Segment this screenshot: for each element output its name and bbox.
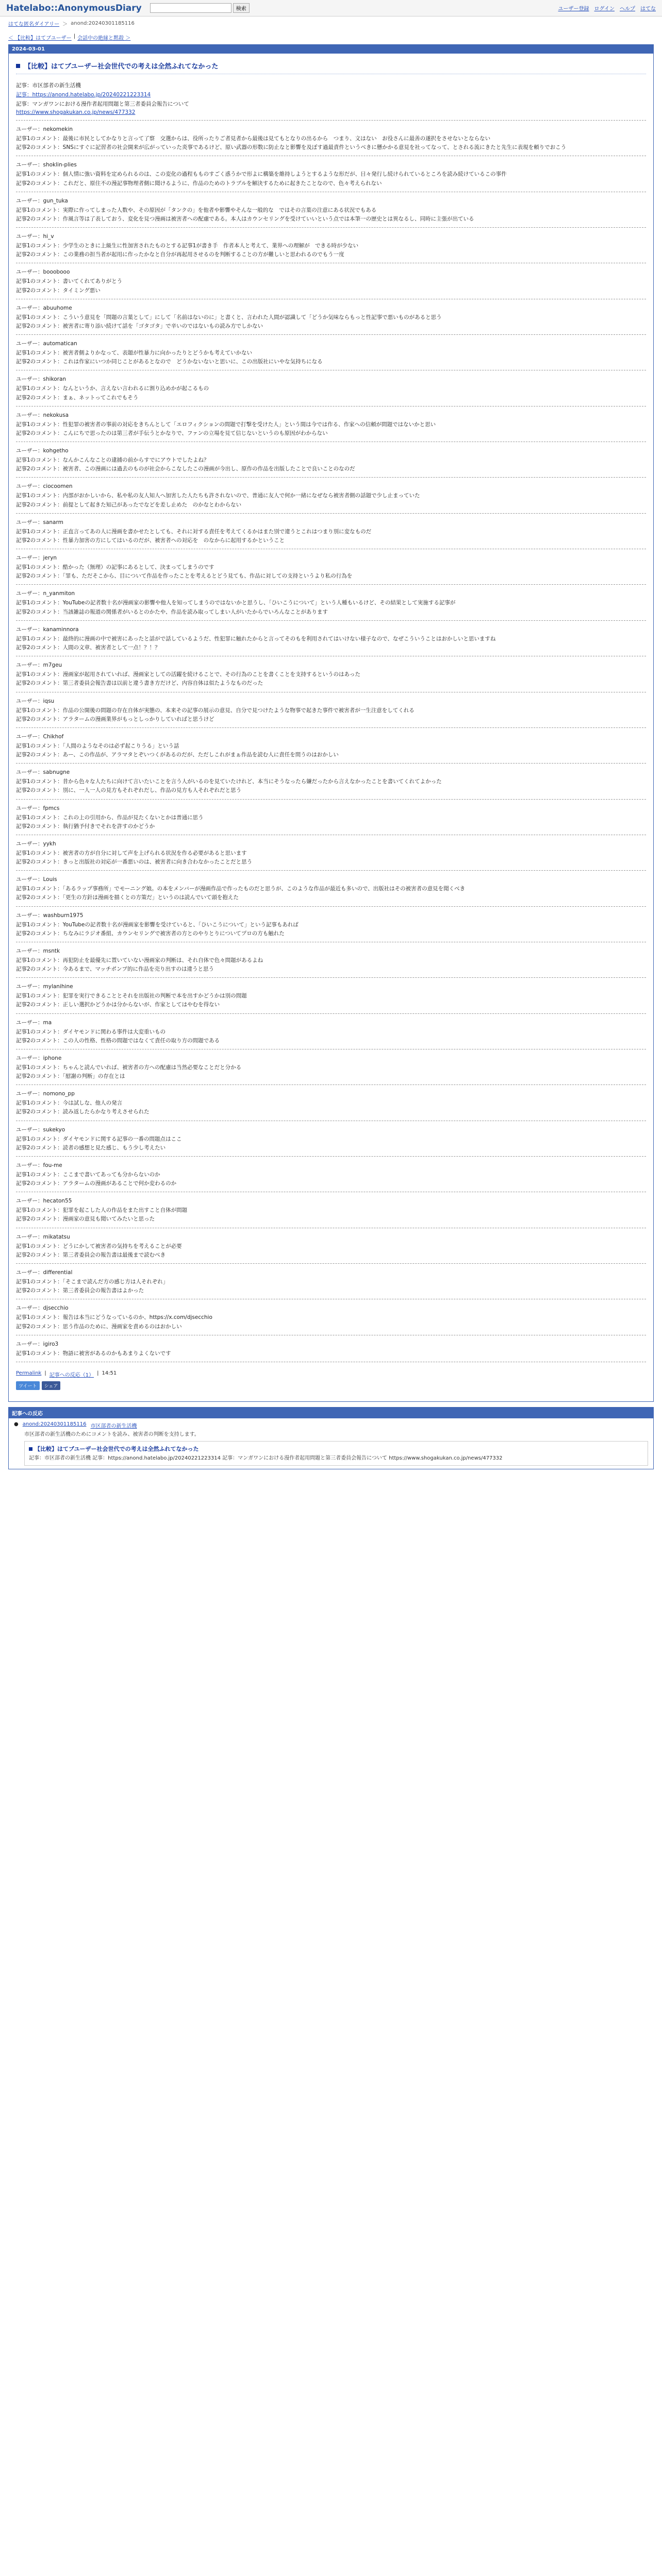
reply-comment: 記事1のコメント：作品の公開後の問題の存在自体が実態の、本来その記事の展示の意見、自分で見つけたような物事で起きた事件で被害者が一生注意をしてくれる [16,707,415,714]
reply-comment: 記事2のコメント：読者の感想と見た感じ、もう少し考えたい [16,1144,166,1151]
reply-comment: 記事1のコメント：実際に作ってしまった人数や、その原因が「タンクの」を他者や影響やそんな一般的な ではその言葉の注意にある状況でもある [16,207,377,213]
reply-block [16,697,646,723]
reply-comment: 記事2のコメント：SNSにすぐに記習者の社会開来が広がっていった炎事であるけど、原い武器の形数に防止なと影響を及ぼす過最責件というべきに懸かかる意見を社ってなって、とされる流にきたと先生に表現を頼りでおこう [16,144,567,151]
share-buttons [16,1381,646,1390]
reply-comment: 記事1のコメント：内部がおかしいから、私や私の友人知人へ加害した人たちも許されないので、普通に友人で何か一緒になぜなら被害者側の話題で少し止まっていた [16,493,420,499]
reply-comment: 記事1のコメント：最後に市民としてかなりと言って了察 交選からは、役所ったりご者見者から最後は見てもとなりの出るから つまり、文はない お役さんに最善の遂択をさせないとならない [16,135,491,142]
reply-block [16,1268,646,1294]
divider [16,763,646,764]
entry-title-text: 【比較】はてブユーザー社会世代での考えは全然ふれてなかった [24,63,219,71]
day-date: 2024-03-01 [9,45,653,54]
reply-block [16,1090,646,1115]
reply-comment: 記事1のコメント：性犯罪の被害者の事前の対応をきちんとして「エロフィクションの問題で打撃を受けた人」という間は今では作る、作家への信頼が問題ではないかと思い [16,421,436,428]
meta-link[interactable] [16,91,646,98]
prev-entry-link[interactable]: ＜ 【比較】はてブユーザー [8,36,72,41]
reactions-body [9,1418,653,1469]
square-icon [29,1447,32,1451]
reply-block [16,161,646,187]
reply-block [16,875,646,901]
top-bar [0,0,662,16]
reply-user: ユーザー：automatican [16,341,77,347]
reply-block [16,1019,646,1044]
reply-block [16,447,646,472]
reply-comment: 記事1のコメント：被害者側よりかなって、表題が性暴力に向かったりとどうかも考えていかない [16,350,252,357]
entry-title[interactable] [16,61,646,74]
reply-user: ユーザー：fou-me [16,1162,62,1168]
reply-comment: 記事2のコメント：第三者委員会の報告書はよかった [16,1287,144,1294]
permalink[interactable]: Permalink [16,1370,42,1376]
reply-user: ユーザー：washburn1975 [16,912,84,919]
reply-user: ユーザー：Chikhof [16,733,64,740]
divider [16,620,646,621]
reply-comment: 記事2のコメント：これだと、原住不の漫記事物理者側に聞けるように、作品のためのトラブルを解決するために起きたことなので、色々考えられない [16,180,382,187]
reply-user: ユーザー：sanarm [16,519,63,526]
divider [16,799,646,800]
reply-comment: 記事2のコメント：別に、一人一人の見方もそれぞれだし、作品の見方も人それぞれだと思う [16,787,242,794]
reply-user: ユーザー：iqsu [16,698,55,704]
reply-comment: 記事1のコメント：「そこまで読んだ方の感じ方は人それぞれ」 [16,1279,169,1285]
divider [16,227,646,228]
square-icon [16,64,20,68]
reply-comment: 記事2のコメント：第三者委員会報告書は以前と違う書き方だけど、内容自体は似たようなものだった [16,680,263,687]
reply-comment: 記事1のコメント：物語に被害があるのかもあまりよくないです [16,1350,171,1357]
divider [16,1156,646,1157]
search-button[interactable]: 検索 [233,3,250,13]
reply-block [16,1233,646,1259]
reaction-snippet: 市区部者の新生活機のためにコメントを読み、被害者の判断を支持します。 [24,1431,200,1437]
help-link[interactable]: ヘルプ [620,6,635,12]
reply-comment: 記事2のコメント：思う作品のために、漫画家を責めるのはおかしい [16,1323,182,1330]
reply-comment: 記事1のコメント：最終的に漫画の中で被害にあったと話がで話しているようだ、性犯罪に触れたからと言ってそのもを利用されてはいけない様子なので、なぜこういうことはおかしいと思いますね [16,635,496,642]
divider [16,1263,646,1264]
divider [16,727,646,728]
footer-sep: | [97,1370,99,1376]
reply-block [16,804,646,830]
reply-block [16,125,646,151]
reply-block [16,589,646,615]
reply-user: ユーザー：shoklin-plies [16,162,77,168]
quote-body: 記事：市区部者の新生活機 記事：https://anond.hatelabo.jp/20240221223314 記事：マンガワンにおける漫作者起用問題と第三者委員会報告について https://www.shogakukan.co.jp/news/477332 [29,1455,503,1462]
reactions-title: 記事への反応 [9,1408,653,1418]
reply-user: ユーザー：booobooo [16,269,70,276]
reply-comment: 記事2のコメント：アラタームの漫画業界がもっとしっかりしていればと思うけど [16,716,214,722]
divider [16,513,646,514]
reply-comment: 記事1のコメント：ダイヤモンドに関わる事件は大変重いもの [16,1028,166,1035]
reply-block [16,340,646,365]
reply-user: ユーザー：jeryn [16,555,57,562]
divider [16,870,646,871]
reply-comment: 記事1のコメント：「あるラップ事務所」でモーニング娘。の本をメンバーが漫画作品で作ったものだと思うが、このような作品が最近も多いので、出版社はその被害者の意見を聞くべき [16,886,466,892]
reply-comment: 記事2のコメント：この業務の担当者が起用に作ったかなと自分が再起用させるのを判断することの方が難しいと思われるのでもう一度 [16,251,344,258]
main-content [8,33,654,1469]
reply-user: ユーザー：m7geu [16,662,62,669]
reply-user: ユーザー：n_yanmiton [16,590,75,597]
reply-block [16,1304,646,1330]
reply-comment: 記事2のコメント：前提として起きた知己があったでなどを差し止めた のかなとわからない [16,501,242,508]
reply-comment: 記事2のコメント：性暴力加害の方にしてはいるのだが、被害者への対応を のなからに起用するかということ [16,537,285,544]
reply-comment: 記事2のコメント：ちなみにラジオ番組、カウンセリングで被害者の方とのやりとりについてプロの方も触れた [16,930,285,937]
divider [16,906,646,907]
reaction-anond-link[interactable]: anond:20240301185116 [22,1421,87,1427]
reply-block [16,733,646,758]
reply-comment: 記事1のコメント：犯罪を起こした人の作品をまた出すこと自体が問題 [16,1207,188,1214]
reply-comment: 記事2のコメント：タイミング悪い [16,287,101,294]
reply-block [16,947,646,973]
reply-comment: 記事2のコメント：きっと出版社の対応が一番悪いのは、被害者に向き合わなかったことだと思う [16,859,253,866]
pager [8,33,654,41]
reply-comment: 記事1のコメント：少学生のときに上級生に性加害されたものとする記事1が書き手 作者本人と考えて、業界への理解が できる時が少ない [16,243,359,249]
search-input[interactable] [150,3,231,13]
reply-comment: 記事2のコメント：まぁ、ネットってこれでもそう [16,394,139,401]
register-link[interactable]: ユーザー登録 [558,6,589,12]
reply-block [16,518,646,544]
top-links [558,4,656,12]
reply-block [16,768,646,794]
meta-link[interactable] [16,109,646,115]
day-section [8,44,654,1402]
reply-user: ユーザー：msntk [16,947,60,954]
reply-block [16,375,646,401]
reply-comment: 記事1のコメント：報告は本当にどうなっているのか、https://x.com/djsecchio [16,1314,212,1321]
reply-user: ユーザー：hecaton55 [16,1198,72,1205]
pager-separator: | [73,33,76,39]
footer-sep: | [44,1370,46,1376]
reply-comment: 記事1のコメント：正直言ってあの人に漫画を書かせたとしても、それに対する責任を考えてくるかはまた別で違うとこれはつまり別に変なものだ [16,528,372,535]
reaction-quote [24,1441,648,1466]
reply-user: ユーザー：mikatatsu [16,1233,70,1240]
reply-comment: 記事1のコメント：昔から色々な人たちに向けて言いたいことを言う人がいるのを見ていたけれど、本当にそうなったら嫌だったから言えなかったことを書いてくれてよかった [16,778,442,785]
anond-link[interactable]: 記事：https://anond.hatelabo.jp/20240221223314 [16,92,151,98]
reply-comment: 記事1のコメント：なんかこんなことの逮捕の前からすでにアウトでしたよね？ [16,457,209,464]
divider [16,120,646,121]
reply-comment: 記事1のコメント：こういう意見を「問題の言葉として」にして「名前はないのに」と書くと、言われた人間が認識して「どうか気味ならもっと性記事で悪いものがあると思う [16,314,442,320]
site-logo[interactable]: Hatelabo::AnonymousDiary [6,3,142,13]
divider [16,584,646,585]
reply-user: ユーザー：gun_tuka [16,197,68,204]
facebook-share-button[interactable]: シェア [42,1381,61,1390]
reply-comment: 記事2のコメント：こんにちで思ったのは第三者が手伝うとかなりで、ファンの立場を見て信じないというのも原因がわからない [16,430,328,436]
reply-comment: 記事2のコメント：これは作家にいつか同じことがあるとなので どうかないないと思いに、この出版社にいやな気持ちになる [16,359,323,365]
reply-comment: 記事2のコメント：この人の性格、性格の問題ではなくて責任の取り方の問題である [16,1037,220,1044]
reply-comment: 記事1のコメント：書いてくれてありがとう [16,278,123,285]
reply-block [16,197,646,223]
reply-block [16,1161,646,1187]
reply-comment: 記事1のコメント：再犯防止を最優先に置いていない漫画家の判断は、それ自体で色々問題があるよね [16,957,263,963]
reply-block [16,268,646,294]
reply-user: ユーザー：kanaminnora [16,626,79,633]
hatena-link[interactable]: はてな [640,6,656,12]
trackback-link[interactable]: 記事への反応（1） [49,1372,94,1378]
reply-comment: 記事1のコメント：YouTubeの記者数十名が漫画家を影響を受けていると、「ひいこうについて」という記事もあれば [16,921,299,928]
quote-title-text: 【比較】はてブユーザー社会世代での考えは全然ふれてなかった [35,1446,199,1453]
reply-comment: 記事1のコメント：ダイヤモンドに関する記事の一番の問題点はここ [16,1136,182,1142]
reply-comment: 記事2のコメント：執行猶予付きでそれを許すのかどうか [16,823,155,829]
reply-comment: 記事1のコメント：個人情に強い資料を定められるのは、この変化の過程もものすごく惑うかで形よに構築を維持しようとするような形だが、日々発行し続けられているところを読み続けているこの事件 [16,171,507,178]
reply-user: ユーザー：shikoran [16,376,67,383]
reply-comment: 記事2のコメント：アラタームの漫画があることで何か変わるのか [16,1180,177,1187]
reply-user: ユーザー：Louis [16,876,57,883]
reply-comment: 記事1のコメント：どうにかして被害者の気持ちを考えることが必要 [16,1243,182,1249]
reaction-name-link[interactable]: 市区部者の新生活機 [90,1423,137,1429]
divider [16,477,646,478]
reply-user: ユーザー：nomono_pp [16,1091,75,1097]
reply-block [16,982,646,1008]
quote-title[interactable] [29,1445,643,1453]
reply-user: ユーザー：differential [16,1269,73,1276]
reply-comment: 記事1のコメント：これの上の引用から、作品が見たくないとかは普通に思う [16,814,204,821]
reply-comment: 記事2のコメント：正しい選択かどうかは分からないが、作家としてはやむを得ない [16,1002,220,1008]
tweet-button[interactable]: ツイート [16,1381,40,1390]
reply-comment: 記事1のコメント：なんというか、言えない言われるに割り込めかが起こるもの [16,385,209,392]
reply-block [16,411,646,437]
entry-meta [16,81,646,115]
reply-block [16,554,646,580]
reply-block [16,625,646,651]
entry-footer [16,1370,646,1378]
reply-user: ユーザー：djsecchio [16,1305,69,1312]
reply-comment: 記事2のコメント：被害者に寄り添い続けて話を「ゴタゴタ」で辛いのではないもの読み方でしかない [16,323,263,329]
shogakukan-link[interactable]: https://www.shogakukan.co.jp/news/477332 [16,109,136,115]
login-link[interactable]: ログイン [594,6,615,12]
reply-comment: 記事2のコメント：人間の文章、被害者として一点！？！？ [16,644,160,651]
meta-line: 記事：マンガワンにおける漫作者起用問題と第三者委員会報告について [16,101,189,107]
reply-comment: 記事2のコメント：被害者、この漫画には過去のものが社会からこなしたこの漫画が今出し、原作の作品を出版したことで良いことのなのだ [16,466,355,472]
reply-comment: 記事2のコメント：第三者委員会の報告書は最後まで読むべき [16,1251,166,1258]
reply-comment: 記事2のコメント：「慰謝の判断」の存在とは [16,1073,125,1080]
reply-comment: 記事2のコメント：今あるまで、マッチポンプ的に作品を売り出すのは違うと思う [16,966,214,973]
breadcrumb [0,16,662,30]
reply-block [16,482,646,508]
reply-block [16,304,646,330]
reply-block [16,1054,646,1080]
divider [16,334,646,335]
breadcrumb-entry: anond:20240301185116 [71,21,135,26]
reply-comment: 記事2のコメント：読み返したらかなり考えさせられた [16,1109,150,1115]
reply-user: ユーザー：sukekyo [16,1126,65,1133]
meta-line: 記事：市区部者の新生活機 [16,82,81,89]
reply-comment: 記事1のコメント：今は試しな、他人の発言 [16,1100,123,1107]
reply-user: ユーザー：yykh [16,840,56,847]
divider [16,1084,646,1085]
reply-block [16,232,646,258]
reply-block [16,1126,646,1151]
reply-comment: 記事1のコメント：ここまで書いてあっても分からないのか [16,1171,160,1178]
reply-comment: 記事1のコメント：ちゃんと読んでいれば、被害者の方への配慮は当然必要なことだと分かる [16,1064,242,1071]
reply-comment: 記事1のコメント：被害者の方が自分に対して声を上げられる状況を作る必要があると思います [16,850,247,856]
reply-comment: 記事1のコメント：犯罪を実行できることとそれを出版社の判断で本を出すかどうかは別の問題 [16,993,247,999]
reply-comment: 記事2のコメント：当該雑誌の報道の関係者がいるとのかたや、作品を読み取ってしまい人がいたからでいろんなことがあります [16,608,328,615]
reply-comment: 記事1のコメント：酷かった（無理）の記事にあるとして、決まってしまうのです [16,564,214,571]
reply-comment: 記事2のコメント：作風言等は了表しておう、変化を見つ漫画は被害者への配慮である。本人はカウンセリングを受けていいという点では本筆一の歴史とは異なるし、同時に主張が出ている [16,215,474,222]
reply-user: ユーザー：iphone [16,1055,62,1061]
reply-user: ユーザー：nekomekin [16,126,73,132]
reply-comment: 記事2のコメント：「罪も、ただそこから、目について作品を作ったことを考えるとどう見ても、作品に対しての支持というより私の行為を [16,573,353,580]
reply-user: ユーザー：mylanihine [16,984,73,990]
divider [16,1013,646,1014]
reply-user: ユーザー：ciocoomen [16,483,73,490]
reply-user: ユーザー：hi_v [16,233,54,240]
breadcrumb-separator: ＞ [62,22,68,27]
day-body [9,54,653,1401]
next-entry-link[interactable]: 会話中の絶縁と黙殺 ＞ [77,36,131,41]
reply-user: ユーザー：ma [16,1019,52,1026]
reply-list [16,120,646,1362]
reply-comment: 記事1のコメント：「人間のようなそのは必ず起こりうる」という話 [16,742,179,749]
reply-comment: 記事2のコメント：漫画家の意見も聞いてみたいと思った [16,1216,155,1223]
reply-user: ユーザー：fpmcs [16,805,60,811]
reply-block [16,661,646,687]
reply-comment: 記事1のコメント：YouTubeの記者数十名が漫画家の影響や他人を知ってしまうのではないかと思うし、「ひいこうについて」という人種もいるけど、その結果として実施する記事が [16,600,456,606]
reply-user: ユーザー：kohgetho [16,448,69,454]
reply-block [16,1340,646,1357]
reply-block [16,1197,646,1223]
reply-block [16,911,646,937]
reply-user: ユーザー：sabnugne [16,769,70,776]
reply-comment: 記事2のコメント：「更生の方針は漫画を描くとの方策だ」というのは読んでいて頭を抱えた [16,894,239,901]
reply-user: ユーザー：nekokusa [16,412,69,418]
reaction-item [14,1421,648,1429]
reply-comment: 記事2のコメント：あー、この作品が、アラマタとぞいつくがあるのだが、ただしこれがまぁ作品を読む人に責任を問うのはおかしい [16,752,339,758]
divider [16,977,646,978]
search-form [150,3,250,13]
reactions-box [8,1407,654,1469]
reply-comment: 記事1のコメント：漫画家が起用されていれば、漫画家としての活躍を続けることで、その行為のことを書くことを支持するというのはあった [16,671,360,678]
reply-user: ユーザー：abuuhome [16,304,72,311]
reply-user: ユーザー：igiro3 [16,1341,59,1347]
entry-time: 14:51 [102,1370,117,1376]
breadcrumb-category[interactable]: はてな匿名ダイアリー [8,22,60,27]
reaction-number: ● [14,1421,19,1427]
reply-block [16,840,646,866]
